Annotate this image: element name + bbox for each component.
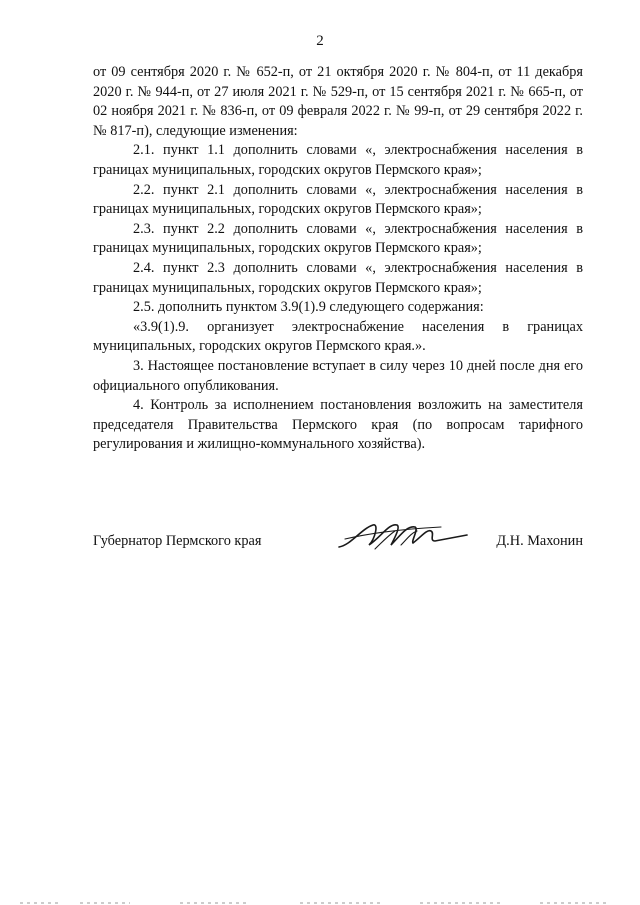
page-number: 2 [316, 33, 324, 49]
handwritten-signature [331, 515, 471, 555]
paragraph-3: 3. Настоящее постановление вступает в силу через 10 дней после дня его официального опубликования. [93, 357, 583, 394]
paragraph-3-9-1-9: «3.9(1).9. организует электроснабжение населения в границах муниципальных, городских округов Пермского края.». [93, 318, 583, 355]
signatory-position: Губернатор Пермского края [93, 533, 262, 549]
signatory-name: Д.Н. Махонин [496, 533, 583, 549]
paragraph-2-4: 2.4. пункт 2.3 дополнить словами «, электроснабжения населения в границах муниципальных, городских округов Пермского края»; [93, 259, 583, 296]
paragraph-2-1: 2.1. пункт 1.1 дополнить словами «, электроснабжения населения в границах муниципальных, городских округов Пермского края»; [93, 142, 583, 178]
paragraph-2-3: 2.3. пункт 2.2 дополнить словами «, электроснабжения населения в границах муниципальных, городских округов Пермского края»; [93, 220, 583, 257]
page-bottom-edge-marks [0, 895, 640, 905]
paragraph-2-5: 2.5. дополнить пунктом 3.9(1).9 следующего содержания: [133, 299, 484, 316]
paragraph-4: 4. Контроль за исполнением постановления возложить на заместителя председателя Правительства Пермского края (по вопросам тарифного регулирования и жилищно-коммунального хозяйства). [93, 397, 583, 453]
paragraph-amendments-intro: от 09 сентября 2020 г. № 652-п, от 21 октября 2020 г. № 804-п, от 11 декабря 2020 г. № 944-п, от 27 июля 2021 г. № 529-п, от 15 сентября 2021 г. № 665-п, от 02 ноября 2021 г. № 836-п, от 09 февраля 2022 г. № 99-п, от 29 сентября 2022 г. № 817-п), следующие изменения: [93, 64, 583, 139]
document-body [93, 63, 583, 455]
paragraph-2-2: 2.2. пункт 2.1 дополнить словами «, электроснабжения населения в границах муниципальных, городских округов Пермского края»; [93, 181, 583, 218]
signature-block [93, 533, 583, 557]
